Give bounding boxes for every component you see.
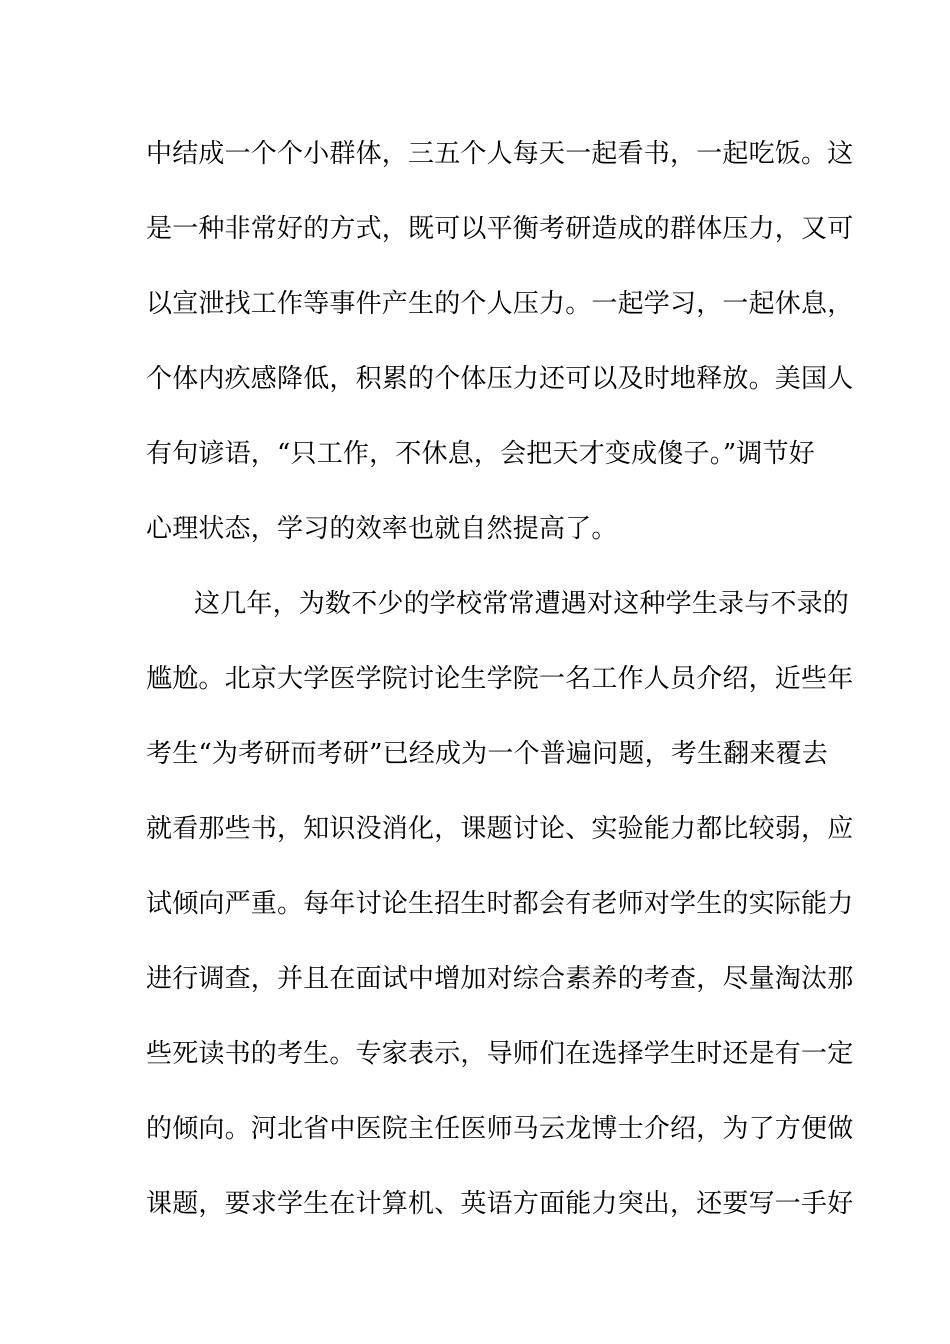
text-line: 考生“为考研而考研”已经成为一个普遍问题，考生翻来覆去 bbox=[146, 739, 828, 769]
text-line: 的倾向。河北省中医院主任医师马云龙博士介绍，为了方便做 bbox=[146, 1114, 854, 1144]
text-line: 个体内疚感降低，积累的个体压力还可以及时地释放。美国人 bbox=[146, 364, 854, 394]
text-line: 尴尬。北京大学医学院讨论生学院一名工作人员介绍，近些年 bbox=[146, 664, 854, 694]
text-line: 进行调查，并且在面试中增加对综合素养的考查，尽量淘汰那 bbox=[146, 964, 854, 994]
paragraph-2 bbox=[146, 578, 854, 1253]
text-line: 就看那些书，知识没消化，课题讨论、实验能力都比较弱，应 bbox=[146, 814, 854, 844]
text-line: 这几年，为数不少的学校常常遭遇对这种学生录与不录的 bbox=[194, 589, 850, 619]
text-line: 有句谚语，“只工作，不休息，会把天才变成傻子。”调节好 bbox=[146, 439, 815, 469]
text-line: 以宣泄找工作等事件产生的个人压力。一起学习，一起休息， bbox=[146, 289, 854, 319]
text-line: 心理状态，学习的效率也就自然提高了。 bbox=[146, 514, 618, 544]
document-body bbox=[146, 128, 854, 1253]
text-line: 课题，要求学生在计算机、英语方面能力突出，还要写一手好 bbox=[146, 1189, 854, 1219]
text-line: 试倾向严重。每年讨论生招生时都会有老师对学生的实际能力 bbox=[146, 889, 854, 919]
text-line: 中结成一个个小群体，三五个人每天一起看书，一起吃饭。这 bbox=[146, 139, 854, 169]
text-line: 些死读书的考生。专家表示，导师们在选择学生时还是有一定 bbox=[146, 1039, 854, 1069]
paragraph-1 bbox=[146, 128, 854, 578]
text-line: 是一种非常好的方式，既可以平衡考研造成的群体压力，又可 bbox=[146, 214, 854, 244]
